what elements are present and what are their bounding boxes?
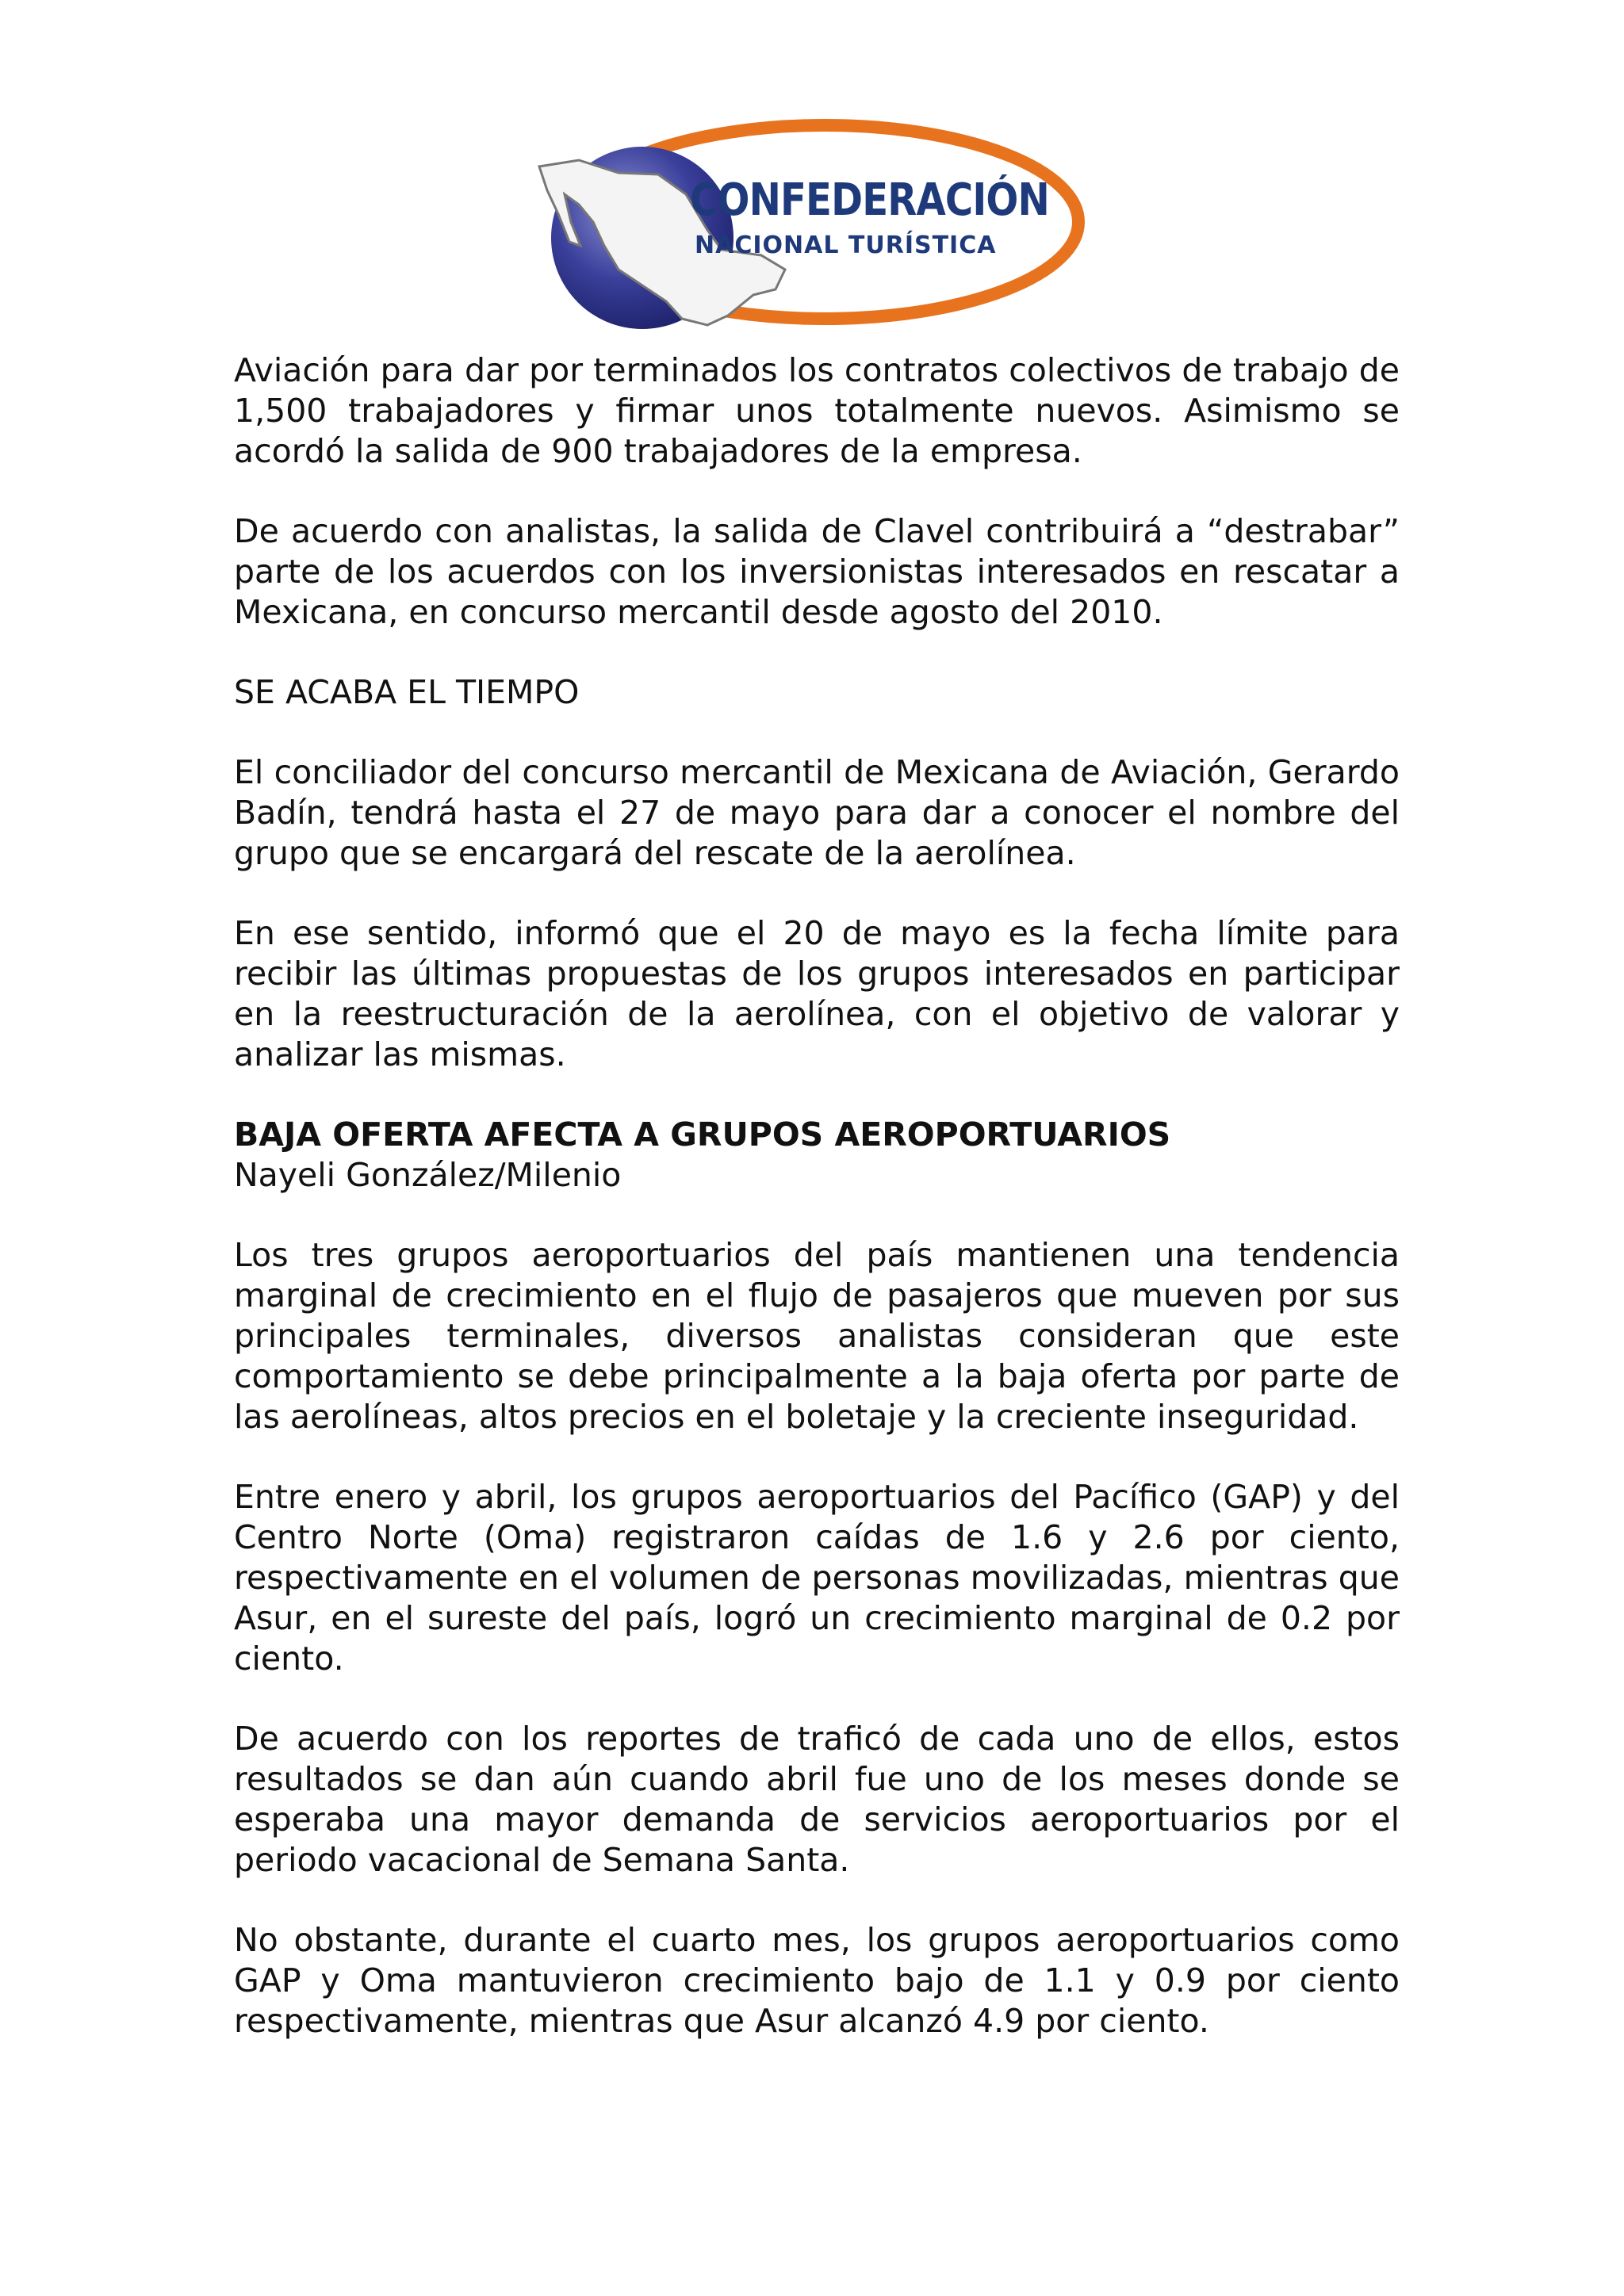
paragraph: En ese sentido, informó que el 20 de mayo es la fecha límite para recibir las últimas propuestas de los grupos interesados en participar en la reestructuración de la aerolínea, con el objetivo de valorar y analizar las mismas. xyxy=(234,914,1400,1073)
paragraph: De acuerdo con los reportes de traficó de cada uno de ellos, estos resultados se dan aún cuando abril fue uno de los meses donde se esperaba una mayor demanda de servicios aeroportuarios por el periodo vacacional de Semana Santa. xyxy=(234,1720,1400,1879)
confederacion-logo xyxy=(523,111,1094,349)
paragraph: El conciliador del concurso mercantil de Mexicana de Aviación, Gerardo Badín, tendrá hasta el 27 de mayo para dar a conocer el nombre del grupo que se encargará del rescate de la aerolínea. xyxy=(234,753,1400,872)
logo-subtitle: NACIONAL TURÍSTICA xyxy=(695,232,997,259)
paragraph: Los tres grupos aeroportuarios del país mantienen una tendencia marginal de crecimiento en el flujo de pasajeros que mueven por sus principales terminales, diversos analistas consideran que este comportamiento se debe principalmente a la baja oferta por parte de las aerolíneas, altos precios en el boletaje y la creciente inseguridad. xyxy=(234,1236,1400,1436)
paragraph: No obstante, durante el cuarto mes, los grupos aeroportuarios como GAP y Oma mantuvieron crecimiento bajo de 1.1 y 0.9 por ciento respectivamente, mientras que Asur alcanzó 4.9 por ciento. xyxy=(234,1921,1400,2040)
article-headline: BAJA OFERTA AFECTA A GRUPOS AEROPORTUARIOS xyxy=(234,1115,1171,1154)
section-subheading: SE ACABA EL TIEMPO xyxy=(234,673,580,711)
paragraph: De acuerdo con analistas, la salida de Clavel contribuirá a “destrabar” parte de los acuerdos con los inversionistas interesados en rescatar a Mexicana, en concurso mercantil desde agosto del 2010. xyxy=(234,512,1400,631)
paragraph: Aviación para dar por terminados los contratos colectivos de trabajo de 1,500 trabajadores y firmar unos totalmente nuevos. Asimismo se acordó la salida de 900 trabajadores de la empresa. xyxy=(234,351,1400,470)
logo-title: CONFEDERACIÓN xyxy=(690,174,1049,226)
logo-graphic xyxy=(523,111,1094,349)
paragraph: Entre enero y abril, los grupos aeroportuarios del Pacífico (GAP) y del Centro Norte (Oma) registraron caídas de 1.6 y 2.6 por ciento, respectivamente en el volumen de personas movilizadas, mientras que Asur, en el sureste del país, logró un crecimiento marginal de 0.2 por ciento. xyxy=(234,1478,1400,1678)
article-byline: Nayeli González/Milenio xyxy=(234,1156,622,1194)
article-body xyxy=(234,350,1400,2081)
